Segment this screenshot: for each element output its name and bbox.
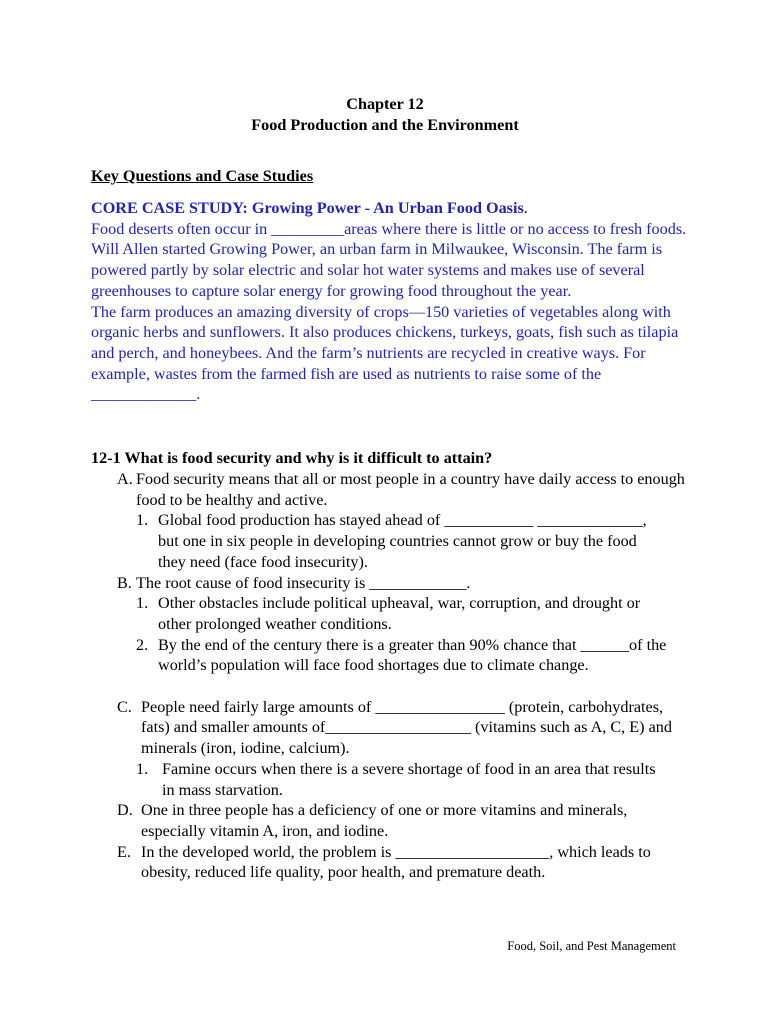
outline-text: The root cause of food insecurity is ____________. bbox=[136, 573, 471, 592]
case-study-title-period: . bbox=[523, 199, 528, 217]
outline-marker: B. bbox=[117, 573, 132, 592]
question-heading: 12-1 What is food security and why is it difficult to attain? bbox=[91, 449, 493, 467]
outline-text-content: Famine occurs when there is a severe shortage of food in an area that results in mass starvation. bbox=[162, 759, 656, 799]
chapter-title: Food Production and the Environment bbox=[251, 116, 519, 134]
outline-text: Global food production has stayed ahead of ___________ _____________, but one in six people in developing countries cannot grow or buy the food they need (face food insecurity). bbox=[158, 511, 647, 571]
outline-text: By the end of the century there is a greater than 90% chance that ______of the world’s population will face food shortages due to climate change. bbox=[158, 635, 667, 675]
case-study-paragraph-1: Food deserts often occur in _________areas where there is little or no access to fresh foods. Will Allen started Growing Power, an urban farm in Milwaukee, Wisconsin. The farm is powered partly by solar electric and solar hot water systems and makes use of several greenhouses to capture solar energy for growing food throughout the year. bbox=[91, 219, 687, 300]
outline-text bbox=[162, 759, 664, 800]
chapter-header bbox=[0, 94, 770, 136]
outline-marker: 2. bbox=[136, 635, 149, 654]
outline-marker: A. bbox=[117, 470, 133, 488]
outline-marker: E. bbox=[117, 842, 131, 861]
case-study-paragraph-2: The farm produces an amazing diversity of crops—150 varieties of vegetables along with organic herbs and sunflowers. It also produces chickens, turkeys, goats, fish such as tilapia and perch, and honeybees. And the farm’s nutrients are recycled in creative ways. For example, wastes from the farmed fish are used as nutrients to raise some of the _____________. bbox=[91, 302, 679, 404]
outline-text: Food security means that all or most people in a country have daily access to enough food to be healthy and active. bbox=[136, 470, 685, 509]
page-footer: Food, Soil, and Pest Management bbox=[507, 939, 676, 953]
case-study-title: CORE CASE STUDY: Growing Power - An Urban Food Oasis bbox=[91, 199, 524, 217]
outline-marker: 1. bbox=[136, 759, 149, 778]
key-questions-heading: Key Questions and Case Studies bbox=[91, 167, 314, 185]
outline-marker: 1. bbox=[136, 511, 149, 530]
outline-text: People need fairly large amounts of ________________ (protein, carbohydrates, fats) and smaller amounts of__________________ (vitamins such as A, C, E) and minerals (iron, iodine, calcium). bbox=[141, 697, 672, 758]
case-study-title-line bbox=[91, 198, 691, 219]
outline-marker: C. bbox=[117, 697, 132, 716]
outline-text: Other obstacles include political upheaval, war, corruption, and drought or other prolonged weather conditions. bbox=[158, 594, 641, 633]
outline-marker: 1. bbox=[136, 594, 149, 613]
outline-text: One in three people has a deficiency of one or more vitamins and minerals, especially vitamin A, iron, and iodine. bbox=[141, 801, 628, 840]
core-case-study bbox=[91, 198, 691, 405]
chapter-number: Chapter 12 bbox=[346, 95, 424, 113]
outline-marker: D. bbox=[117, 801, 133, 820]
outline-text: In the developed world, the problem is ___________________, which leads to obesity, reduced life quality, poor health, and premature death. bbox=[141, 842, 651, 882]
